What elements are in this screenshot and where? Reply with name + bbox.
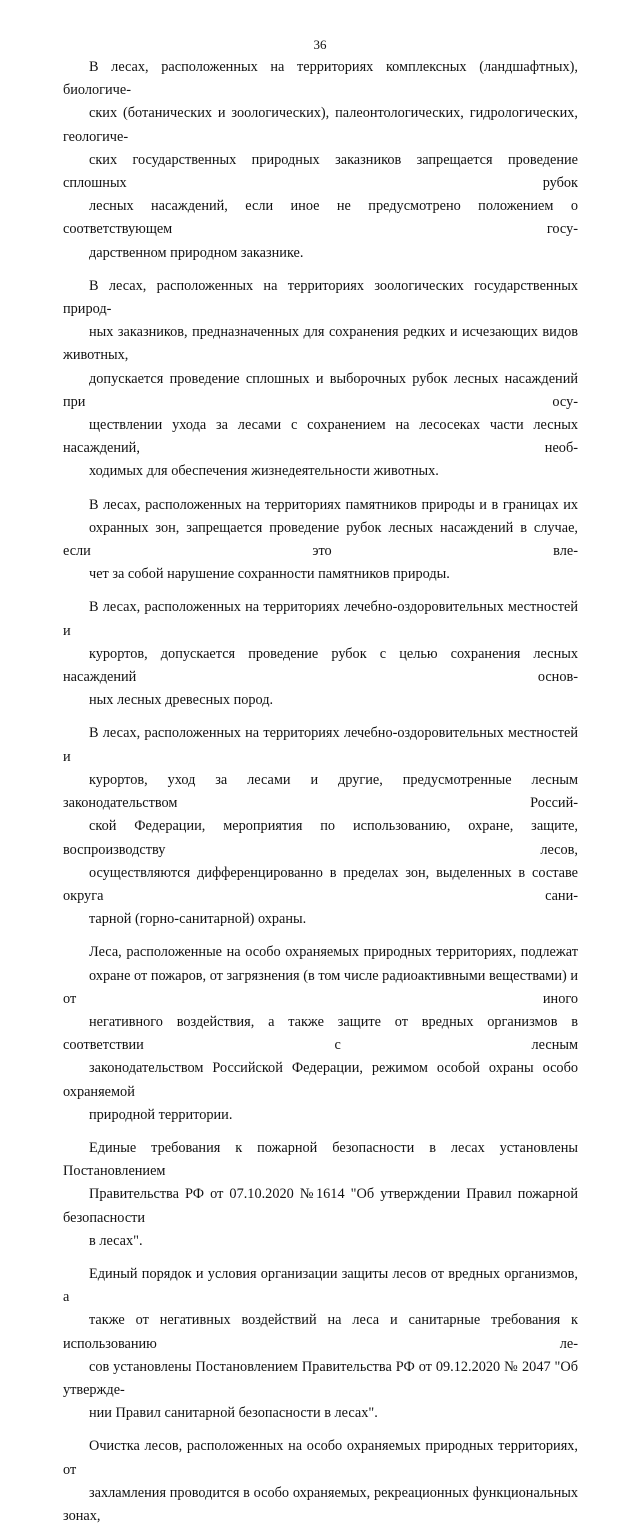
paragraph bbox=[63, 1263, 578, 1425]
text-line: чет за собой нарушение сохранности памятников природы. bbox=[89, 566, 450, 583]
document-body bbox=[63, 56, 578, 1538]
text-line: тарной (горно-санитарной) охраны. bbox=[89, 911, 307, 928]
text-line: Единый порядок и условия организации защиты лесов от вредных организмов, а bbox=[63, 1265, 578, 1306]
text-line: В лесах, расположенных на территориях лечебно-оздоровительных местностей и bbox=[63, 599, 578, 639]
text-line: негативного воздействия, а также защите от вредных организмов в соответствии с лесным bbox=[63, 1013, 578, 1054]
text-line: ходимых для обеспечения жизнедеятельности животных. bbox=[89, 463, 439, 480]
text-line: ных лесных древесных пород. bbox=[89, 692, 274, 709]
text-line: охране от пожаров, от загрязнения (в том числе радиоактивными веществами) и от иного bbox=[63, 967, 578, 1007]
text-line: ских (ботанических и зоологических), палеонтологических, гидрологических, геологиче- bbox=[63, 105, 578, 145]
text-line: законодательством Российской Федерации, режимом особой охраны особо охраняемой bbox=[63, 1060, 578, 1100]
text-line: ских государственных природных заказников запрещается проведение сплошных рубок bbox=[63, 151, 578, 192]
text-line: В лесах, расположенных на территориях лечебно-оздоровительных местностей и bbox=[63, 725, 578, 765]
paragraph bbox=[63, 596, 578, 712]
text-line: также от негативных воздействий на леса и санитарные требования к использованию ле- bbox=[63, 1312, 578, 1352]
text-line: В лесах, расположенных на территориях памятников природы и в границах их bbox=[89, 496, 578, 513]
text-line: осуществляются дифференцированно в пределах зон, выделенных в составе округа сани- bbox=[63, 864, 578, 904]
paragraph bbox=[63, 1137, 578, 1253]
text-line: курортов, уход за лесами и другие, предусмотренные лесным законодательством Россий- bbox=[63, 771, 578, 812]
paragraph bbox=[63, 275, 578, 484]
text-line: ской Федерации, мероприятия по использованию, охране, защите, воспроизводству лесов, bbox=[63, 818, 578, 858]
text-line: нии Правил санитарной безопасности в лесах". bbox=[89, 1405, 378, 1422]
text-line: захламления проводится в особо охраняемых, рекреационных функциональных зонах, bbox=[63, 1484, 578, 1524]
text-line: Единые требования к пожарной безопасности в лесах установлены Постановлением bbox=[63, 1139, 578, 1180]
text-line: Леса, расположенные на особо охраняемых природных территориях, подлежат bbox=[89, 944, 578, 961]
paragraph bbox=[63, 494, 578, 587]
page-number: 36 bbox=[313, 37, 327, 52]
text-line: курортов, допускается проведение рубок с целью сохранения лесных насаждений основ- bbox=[63, 645, 578, 686]
text-line: дарственном природном заказнике. bbox=[89, 244, 304, 261]
paragraph bbox=[63, 941, 578, 1127]
text-line: в лесах". bbox=[89, 1232, 143, 1249]
text-line: сов установлены Постановлением Правительства РФ от 09.12.2020 № 2047 "Об утвержде- bbox=[63, 1358, 578, 1398]
text-line: ных заказников, предназначенных для сохранения редких и исчезающих видов животных, bbox=[63, 324, 578, 364]
text-line: ществлении ухода за лесами с сохранением на лесосеках части лесных насаждений, необ- bbox=[63, 417, 578, 457]
text-line: допускается проведение сплошных и выборочных рубок лесных насаждений при осу- bbox=[63, 370, 578, 410]
paragraph bbox=[63, 56, 578, 265]
text-line: В лесах, расположенных на территориях комплексных (ландшафтных), биологиче- bbox=[63, 59, 578, 99]
text-line: природной территории. bbox=[89, 1106, 233, 1123]
text-line: лесных насаждений, если иное не предусмотрено положением о соответствующем госу- bbox=[63, 198, 578, 238]
text-line: охранных зон, запрещается проведение рубок лесных насаждений в случае, если это вле- bbox=[63, 519, 578, 560]
paragraph bbox=[63, 722, 578, 931]
text-line: Очистка лесов, расположенных на особо охраняемых природных территориях, от bbox=[63, 1438, 578, 1478]
text-line: В лесах, расположенных на территориях зоологических государственных природ- bbox=[63, 277, 578, 318]
text-line: Правительства РФ от 07.10.2020 №1614 "Об утверждении Правил пожарной безопасности bbox=[63, 1186, 578, 1226]
paragraph bbox=[63, 1435, 578, 1528]
